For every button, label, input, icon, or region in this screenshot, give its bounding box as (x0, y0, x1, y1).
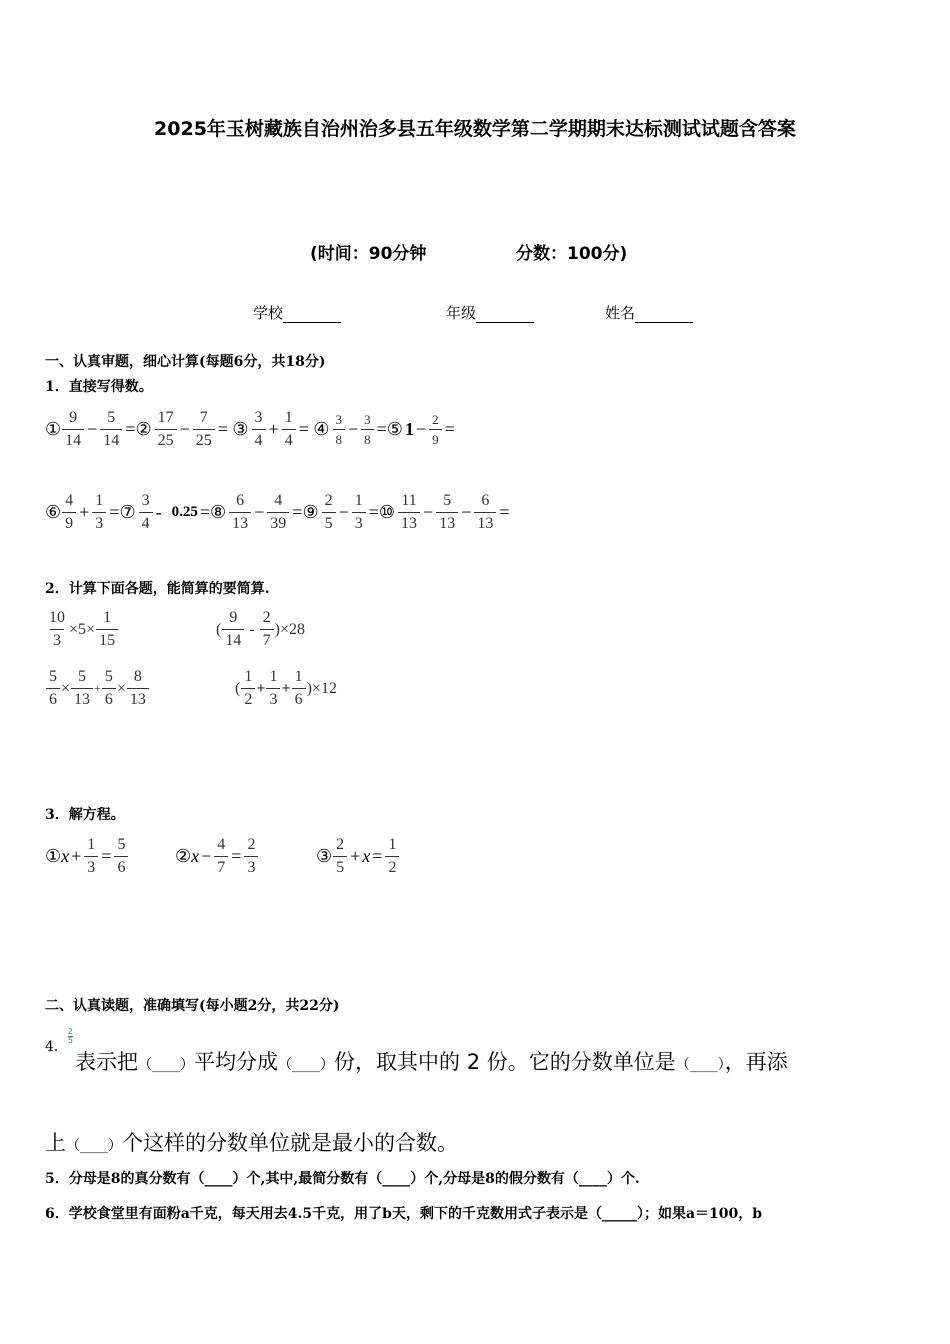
q4-fraction: $\frac{2}{5}$ (67, 1027, 74, 1045)
name-label: 姓名 (605, 304, 636, 322)
total-score: 分数：100分) (516, 244, 628, 264)
q3-eq2: ② x − $\frac{4}{7}$ = $\frac{2}{3}$ (175, 837, 259, 876)
q4-blank4[interactable]: （____） (66, 1138, 122, 1154)
q3-label: 3．解方程。 (45, 807, 125, 823)
school-field[interactable] (253, 302, 341, 323)
page-title: 2025年玉树藏族自治州治多县五年级数学第二学期期末达标测试试题含答案 (154, 118, 796, 140)
q4-blank3[interactable]: （____） (675, 1057, 725, 1073)
school-label: 学校 (253, 304, 284, 322)
q2-expr4: ( $\frac{1}{2}$ + $\frac{1}{3}$ + $\frac{1}{6}$ )× 12 (235, 668, 337, 708)
q2-expr3: $\frac{5}{6}$ × $\frac{5}{13}$ + $\frac{5}{6}$ × $\frac{8}{13}$ (45, 669, 150, 708)
q2-expr2: ( $\frac{9}{14}$ - $\frac{2}{7}$ )× 28 (216, 609, 306, 649)
q5: 5．分母是8的真分数有（____）个,其中,最简分数有（____）个,分母是8的假分数有（____）个. (45, 1171, 640, 1187)
name-blank[interactable] (635, 308, 693, 323)
q3-eq1: ① x + $\frac{1}{3}$ = $\frac{5}{6}$ (45, 837, 129, 876)
name-field[interactable] (605, 302, 693, 323)
q6: 6．学校食堂里有面粉a千克，每天用去4.5千克，用了b天，剩下的千克数用式子表示是（_____）；如果a＝100，b (45, 1206, 763, 1222)
q3-eq3: ③ $\frac{2}{5}$ + x = $\frac{1}{2}$ (316, 837, 400, 876)
grade-label: 年级 (446, 304, 477, 322)
section1-heading: 一、认真审题，细心计算(每题6分，共18分) (45, 354, 326, 370)
q2-label: 2．计算下面各题，能简算的要简算. (45, 581, 270, 597)
q1-label: 1．直接写得数。 (45, 379, 153, 395)
grade-field[interactable] (446, 302, 534, 323)
school-blank[interactable] (283, 308, 341, 323)
grade-blank[interactable] (476, 308, 534, 323)
q4-line2: 上（____）个这样的分数单位就是最小的合数。 (45, 1131, 458, 1155)
q4-line1: 4． $\frac{2}{5}$ 表示把（____）平均分成（____）份，取其中的 2 份。它的分数单位是（____），再添 (45, 1027, 788, 1074)
q1-row2: ⑥ $\frac{4}{9}$ + $\frac{1}{3}$ =⑦ $\frac{3}{4}$ - 0.25 =⑧ $\frac{6}{13}$ − $\frac{4}{39}$ =⑨ $\frac{2}{5}$ − $\frac{1}{3}$ =⑩ $\frac{11}{13}$ − $\frac{5}{13}$ − $\frac{6}{13}$ = (45, 492, 510, 532)
q1-row1: ① $\frac{9}{14}$ − $\frac{5}{14}$ =② $\frac{17}{25}$ − $\frac{7}{25}$ = ③ $\frac{3}{4}$ + $\frac{1}{4}$ = ④ $\frac{3}{8}$ − $\frac{3}{8}$ =⑤ 1 − $\frac{2}{9}$ = (45, 409, 455, 449)
section2-heading: 二、认真读题，准确填写(每小题2分，共22分) (45, 998, 340, 1014)
q4-blank1[interactable]: （____） (138, 1057, 195, 1073)
q2-expr1: $\frac{10}{3}$ × 5 × $\frac{1}{15}$ (45, 610, 119, 649)
time-limit: (时间：90分钟 (310, 244, 427, 264)
q4-blank2[interactable]: （____） (278, 1057, 335, 1073)
